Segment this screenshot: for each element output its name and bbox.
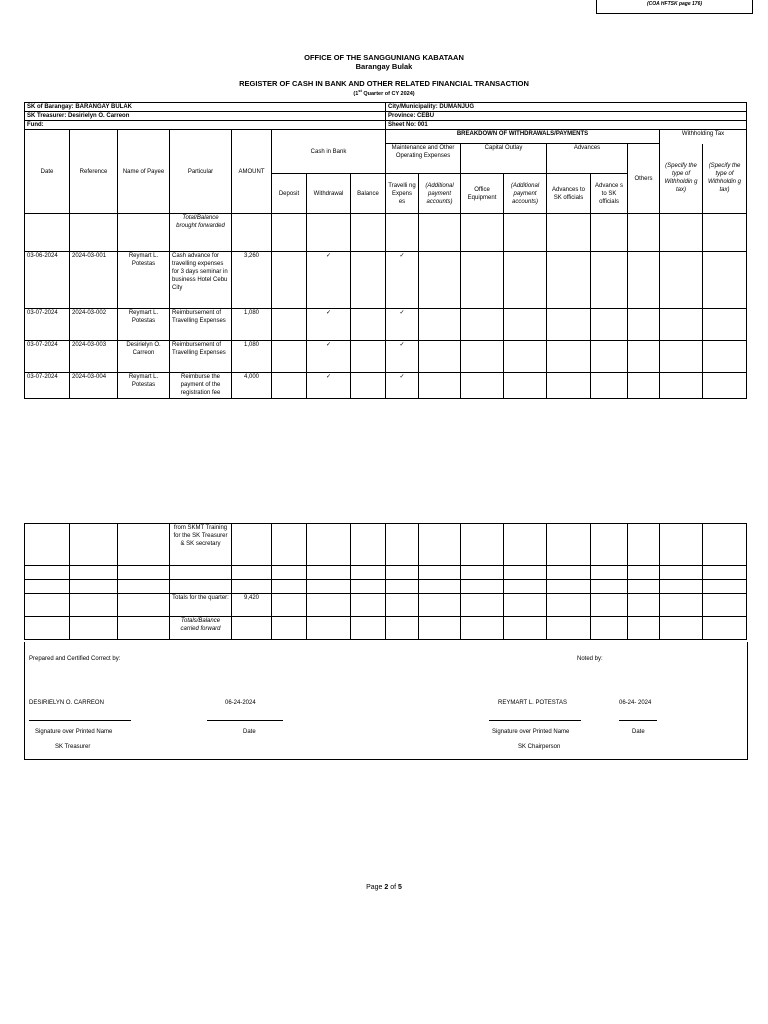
treasurer-date: 06-24-2024	[225, 700, 256, 706]
noted-by-label: Noted by:	[577, 656, 603, 662]
row-amount: 1,080	[232, 341, 272, 373]
barangay-name: Barangay Bulak	[355, 62, 413, 71]
row-date: 03-07-2024	[25, 373, 70, 399]
register-table-continued	[24, 523, 747, 640]
col-additional-1: (Additional payment accounts)	[419, 174, 461, 214]
row-particular: Reimbursement of Travelling Expenses	[170, 309, 232, 341]
table-row	[25, 341, 747, 373]
signature-line	[29, 720, 131, 721]
prepared-by-label: Prepared and Certified Correct by:	[29, 656, 121, 662]
register-title: REGISTER OF CASH IN BANK AND OTHER RELATED FINANCIAL TRANSACTION	[239, 79, 529, 88]
col-withdrawal: Withdrawal	[307, 174, 351, 214]
col-breakdown: BREAKDOWN OF WITHDRAWALS/PAYMENTS	[386, 130, 660, 144]
treasurer-role: SK Treasurer	[55, 744, 91, 750]
form-reference-line2: (COA HFTSK page 176)	[646, 1, 703, 7]
table-row	[25, 566, 747, 580]
withdrawal-check: ✓	[307, 341, 351, 373]
row-payee: Reymart L. Potestas	[118, 373, 170, 399]
col-wtax-1: (Specify the type of Withholdin g tax)	[660, 144, 703, 214]
col-office-equipment: Office Equipment	[461, 174, 504, 214]
date-label-right: Date	[632, 729, 645, 735]
row-reference: 2024-03-002	[70, 309, 118, 341]
date-line	[207, 720, 283, 721]
travelling-check: ✓	[386, 341, 419, 373]
signature-label-right: Signature over Printed Name	[492, 729, 570, 735]
chairperson-name: REYMART L. POTESTAS	[498, 700, 568, 706]
date-line	[619, 720, 657, 721]
row-particular: Reimbursement of Travelling Expenses	[170, 341, 232, 373]
sk-barangay: SK of Barangay: BARANGAY BULAK	[25, 103, 386, 112]
row-payee: Desirielyn O. Carreon	[118, 341, 170, 373]
travelling-check: ✓	[386, 252, 419, 309]
row-date: 03-06-2024	[25, 252, 70, 309]
page-number: Page 2 of 5	[366, 884, 402, 891]
col-particular: Particular	[170, 130, 232, 214]
table-row	[25, 214, 747, 252]
col-balance: Balance	[351, 174, 386, 214]
row-date: 03-07-2024	[25, 341, 70, 373]
col-cash-in-bank: Cash in Bank	[272, 130, 386, 174]
row-particular: Reimburse the payment of the registration fee	[170, 373, 232, 399]
province: Province: CEBU	[386, 112, 747, 121]
chairperson-role: SK Chairperson	[518, 744, 561, 750]
carried-forward-row	[25, 617, 747, 640]
col-mooe: Maintenance and Other Operating Expenses	[386, 144, 461, 174]
col-advances: Advances	[547, 144, 628, 174]
totals-row	[25, 594, 747, 617]
row-reference: 2024-03-004	[70, 373, 118, 399]
form-reference-box	[596, 0, 753, 14]
withdrawal-check: ✓	[307, 309, 351, 341]
table-row	[25, 373, 747, 399]
city-municipality: City/Municipality: DUMANJUG	[386, 103, 747, 112]
quarter-label: (1st Quarter of CY 2024)	[353, 88, 415, 97]
brought-forward-label: Total/Balance brought forwarded	[170, 214, 232, 252]
col-additional-2: (Additional payment accounts)	[504, 174, 547, 214]
col-travelling: Travelli ng Expens es	[386, 174, 419, 214]
table-row	[25, 252, 747, 309]
travelling-check: ✓	[386, 373, 419, 399]
withdrawal-check: ✓	[307, 252, 351, 309]
signature-section	[24, 642, 748, 760]
date-label-left: Date	[243, 729, 256, 735]
sheet-no: Sheet No: 001	[386, 121, 747, 130]
chairperson-date: 06-24- 2024	[619, 700, 652, 706]
row-particular: Cash advance for travelling expenses for 3 days seminar in business Hotel Cebu City	[170, 252, 232, 309]
row-payee: Reymart L. Potestas	[118, 252, 170, 309]
col-date: Date	[25, 130, 70, 214]
row-amount: 4,000	[232, 373, 272, 399]
office-title: OFFICE OF THE SANGGUNIANG KABATAAN	[304, 53, 464, 62]
col-adv-officials: Advances to SK officials	[547, 174, 591, 214]
col-adv-officials-2: Advance s to SK officials	[591, 174, 628, 214]
withdrawal-check: ✓	[307, 373, 351, 399]
signature-line	[489, 720, 581, 721]
col-wtax-2: (Specify the type of Withholdin g tax)	[703, 144, 747, 214]
col-reference: Reference	[70, 130, 118, 214]
row-payee: Reymart L. Potestas	[118, 309, 170, 341]
carried-forward-label: Totals/Balance carried forward	[170, 617, 232, 640]
row-amount: 1,080	[232, 309, 272, 341]
col-capital-outlay: Capital Outlay	[461, 144, 547, 174]
sk-treasurer: SK Treasurer: Desirielyn O. Carreon	[25, 112, 386, 121]
table-row	[25, 309, 747, 341]
col-others: Others	[628, 144, 660, 214]
row-reference: 2024-03-003	[70, 341, 118, 373]
col-deposit: Deposit	[272, 174, 307, 214]
row-amount: 3,260	[232, 252, 272, 309]
continued-particular: from SKMT Training for the SK Treasurer & SK secretary	[170, 524, 232, 566]
row-reference: 2024-03-001	[70, 252, 118, 309]
travelling-check: ✓	[386, 309, 419, 341]
signature-label-left: Signature over Printed Name	[35, 729, 113, 735]
fund: Fund:	[25, 121, 386, 130]
treasurer-name: DESIRIELYN O. CARREON	[29, 700, 104, 706]
totals-amount: 9,420	[232, 594, 272, 617]
row-date: 03-07-2024	[25, 309, 70, 341]
col-withholding: Withholding Tax	[660, 130, 747, 144]
table-row	[25, 524, 747, 566]
register-table	[24, 102, 747, 399]
totals-label: Totals for the quarter:	[170, 594, 232, 617]
table-row	[25, 580, 747, 594]
col-payee: Name of Payee	[118, 130, 170, 214]
col-amount: AMOUNT	[232, 130, 272, 214]
